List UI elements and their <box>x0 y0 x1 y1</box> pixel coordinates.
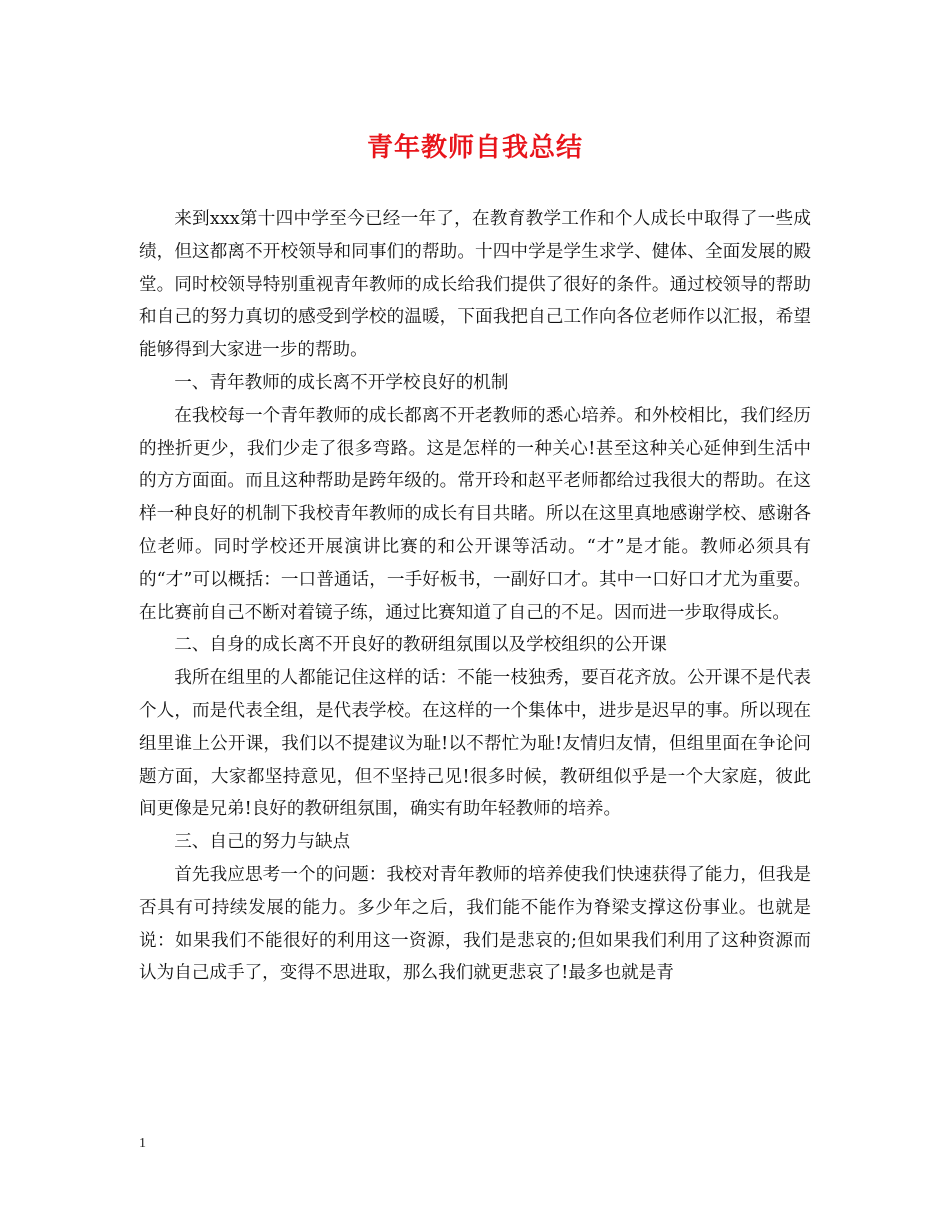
paragraph-section-3: 首先我应思考一个的问题：我校对青年教师的培养使我们快速获得了能力，但我是否具有可持续发展的能力。多少年之后，我们能不能作为脊梁支撑这份事业。也就是说：如果我们不能很好的利用这一资源，我们是悲哀的;但如果我们利用了这种资源而认为自己成手了，变得不思进取，那么我们就更悲哀了!最多也就是青 <box>139 864 811 984</box>
section-heading-2: 二、自身的成长离不开良好的教研组氛围以及学校组织的公开课 <box>174 635 667 656</box>
section-heading-1: 一、青年教师的成长离不开学校良好的机制 <box>174 372 509 393</box>
document-title: 青年教师自我总结 <box>366 133 583 163</box>
section-heading-3: 三、自己的努力与缺点 <box>174 832 351 853</box>
paragraph-intro: 来到xxx第十四中学至今已经一年了，在教育教学工作和个人成长中取得了一些成绩，但这都离不开校领导和同事们的帮助。十四中学是学生求学、健体、全面发展的殿堂。同时校领导特别重视青年教师的成长给我们提供了很好的条件。通过校领导的帮助和自己的努力真切的感受到学校的温暖，下面我把自己工作向各位老师作以汇报，希望能够得到大家进一步的帮助。 <box>139 209 811 361</box>
page-number: 1 <box>139 1136 146 1151</box>
paragraph-section-2: 我所在组里的人都能记住这样的话：不能一枝独秀，要百花齐放。公开课不是代表个人，而是代表全组，是代表学校。在这样的一个集体中，进步是迟早的事。所以现在组里谁上公开课，我们以不提建议为耻!以不帮忙为耻!友情归友情，但组里面在争论问题方面，大家都坚持意见，但不坚持己见!很多时候，教研组似乎是一个大家庭，彼此间更像是兄弟!良好的教研组氛围，确实有助年轻教师的培养。 <box>139 668 811 820</box>
paragraph-section-1: 在我校每一个青年教师的成长都离不开老教师的悉心培养。和外校相比，我们经历的挫折更少，我们少走了很多弯路。这是怎样的一种关心!甚至这种关心延伸到生活中的方方面面。而且这种帮助是跨年级的。常开玲和赵平老师都给过我很大的帮助。在这样一种良好的机制下我校青年教师的成长有目共睹。所以在这里真地感谢学校、感谢各位老师。同时学校还开展演讲比赛的和公开课等活动。“才”是才能。教师必须具有的“才”可以概括：一口普通话，一手好板书，一副好口才。其中一口好口才尤为重要。在比赛前自己不断对着镜子练，通过比赛知道了自己的不足。因而进一步取得成长。 <box>139 405 811 623</box>
document-body <box>139 203 811 990</box>
